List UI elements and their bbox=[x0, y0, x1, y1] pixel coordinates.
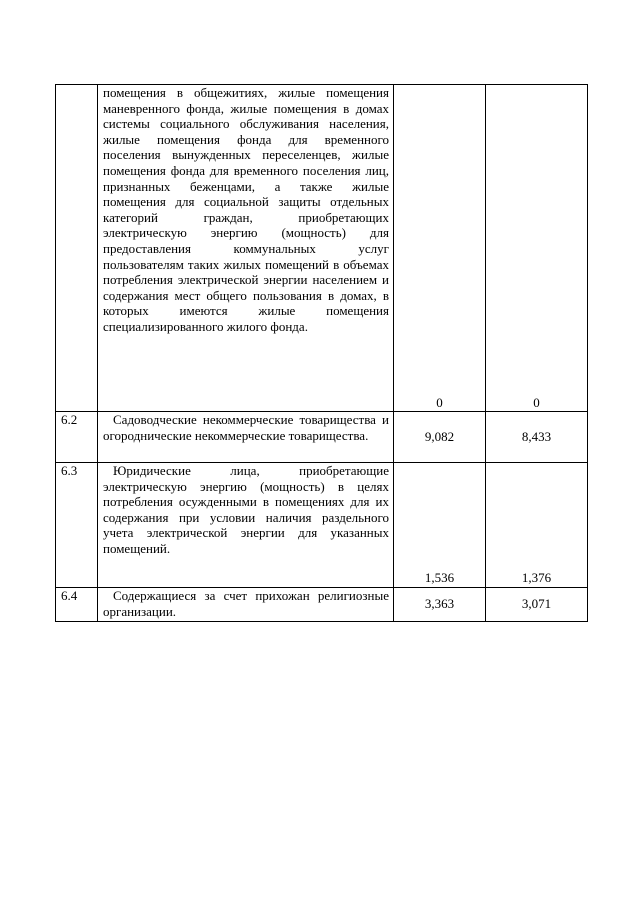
row-description-text: Юридические лица, приобретающие электрическую энергию (мощность) в целях потребления осужденными в помещениях для их содержания при условии наличия раздельного учета электрической энергии для указанных помещений. bbox=[103, 463, 389, 556]
row-description bbox=[98, 463, 394, 588]
row-value-2: 0 bbox=[486, 85, 588, 412]
row-value-1: 0 bbox=[394, 85, 486, 412]
row-number bbox=[56, 85, 98, 412]
row-description bbox=[98, 85, 394, 412]
row-description bbox=[98, 588, 394, 622]
row-description-text: Содержащиеся за счет прихожан религиозные организации. bbox=[103, 588, 389, 619]
row-description-text: помещения в общежитиях, жилые помещения маневренного фонда, жилые помещения в домах системы социального обслуживания населения, жилые помещения фонда для временного поселения вынужденных переселенцев, жилые помещения фонда для временного поселения лиц, признанных беженцами, а также жилые помещения для социальной защиты отдельных категорий граждан, приобретающих электрическую энергию (мощность) для предоставления коммунальных услуг пользователям таких жилых помещений в объемах потребления электрической энергии населением и содержания мест общего пользования в домах, в которых имеются жилые помещения специализированного жилого фонда. bbox=[103, 85, 389, 334]
row-value-1: 1,536 bbox=[394, 463, 486, 588]
row-number: 6.2 bbox=[56, 412, 98, 463]
table-row bbox=[56, 412, 588, 463]
table-row bbox=[56, 588, 588, 622]
row-description-text: Садоводческие некоммерческие товарищества и огороднические некоммерческие товарищества. bbox=[103, 412, 389, 443]
row-value-2: 1,376 bbox=[486, 463, 588, 588]
table-row bbox=[56, 463, 588, 588]
tariff-table bbox=[55, 84, 588, 622]
row-value-1: 9,082 bbox=[394, 412, 486, 463]
row-description bbox=[98, 412, 394, 463]
row-number: 6.4 bbox=[56, 588, 98, 622]
row-number: 6.3 bbox=[56, 463, 98, 588]
row-value-2: 8,433 bbox=[486, 412, 588, 463]
row-value-2: 3,071 bbox=[486, 588, 588, 622]
row-value-1: 3,363 bbox=[394, 588, 486, 622]
table-row bbox=[56, 85, 588, 412]
